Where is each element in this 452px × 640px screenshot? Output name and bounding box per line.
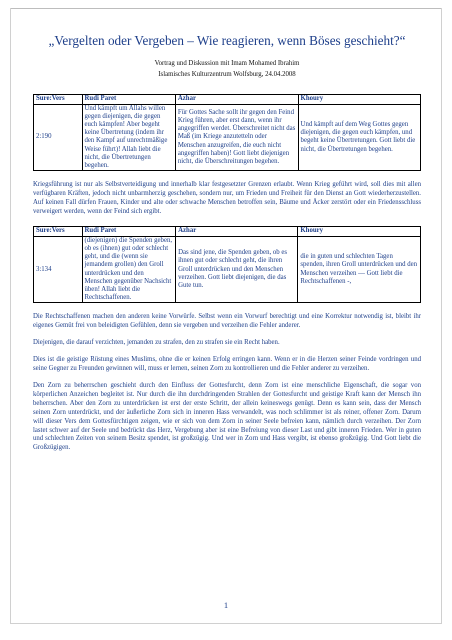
- header-khoury: Khoury: [298, 226, 421, 236]
- paragraph-5: Den Zorn zu beherrschen geschieht durch den Einfluss der Gottesfurcht, denn Zorn ist eine menschliche Eigenschaft, die sogar von körperlichen Anzeichen begleitet ist. Nur durch die ihn durchdringenden Strahlen der Gottesfurcht und geistige Kraft kann der Mensch ihn beherrschen. Aber den Zorn zu unterdrücken ist erst der erste Schritt, der allein keineswegs genügt. Denn es kann sein, dass der Mensch seinen Zorn unterdrückt, und der äußerliche Zorn sich in inneren Hass verwandelt, was noch schlimmer ist als reiner, offener Zorn. Darum will dieser Vers dem Gottesfürchtigen zeigen, wie er sich von dem Zorn in seiner Seele befreien kann, nämlich durch verzeihen. Der Zorn lastet schwer auf der Seele und bedrückt das Herz, Vergebung aber ist eine Befreiung von dieser Last und gibt inneren Frieden. Wer in guten und schlechten Zeiten von seinem Besitz spendet, ist großzügig. Und wer in Zorn und Hass vergibt, ist ebenso großzügig. Und Gott liebt die Großzügigen.: [33, 382, 421, 452]
- table-header-row: [34, 94, 421, 104]
- paragraph-2: Die Rechtschaffenen machen den anderen keine Vorwürfe. Selbst wenn ein Vorwurf berechtigt und eine Korrektur notwendig ist, bleibt ihr eigenes Gemüt frei von beleidigten Gefühlen, denn sie vergeben und verzeihen die Fehler anderer.: [33, 313, 421, 330]
- translation-khoury: Und kämpft auf dem Weg Gottes gegen diejenigen, die gegen euch kämpfen, und begeht keine Übertretungen. Gott liebt die nicht, die Übertretungen begehen.: [298, 104, 420, 171]
- translation-azhar: Das sind jene, die Spenden geben, ob es ihnen gut oder schlecht geht, die ihren Groll unterdrücken und den Menschen verzeihen. Gott liebt diejenigen, die das Gute tun.: [176, 236, 298, 303]
- paragraph-3: Diejenigen, die darauf verzichten, jemanden zu strafen, den zu strafen sie ein Recht haben.: [33, 339, 280, 347]
- paragraph-1: Kriegsführung ist nur als Selbstverteidigung und innerhalb klar festgesetzter Grenzen erlaubt. Wenn Krieg geführt wird, soll dies mit allen verfügbaren Kräften, jedoch nicht unbarmherzig geschehen, sondern nur, um Frieden und Freiheit für den Dienst an Gott wiederherzustellen. Auf keinen Fall dürfen Frauen, Kinder und alte oder schwache Menschen betroffen sein, Bäume und Äcker zerstört oder ein Friedensschluss verweigert werden, wenn der Feind sich ergibt.: [33, 181, 421, 215]
- header-rudi-paret: Rudi Paret: [82, 226, 176, 236]
- header-azhar: Azhar: [175, 94, 298, 104]
- document-venue: Islamisches Kulturzentrum Wolfsburg, 24.04.2008: [158, 71, 296, 79]
- page-border-top: [10, 8, 442, 9]
- translation-azhar: Für Gottes Sache sollt ihr gegen den Feind Krieg führen, aber erst dann, wenn ihr angegriffen werdet. Überschreitet nicht das Maß (im Kriege anzutetteln oder Menschen anzugreifen, die euch nicht angegriffen haben)! Gott liebt diejenigen nicht, die Überschreitungen begehen.: [175, 104, 298, 171]
- header-khoury: Khoury: [298, 94, 420, 104]
- page-border-right: [441, 8, 442, 624]
- header-azhar: Azhar: [176, 226, 298, 236]
- table-header-row: [34, 226, 421, 236]
- table-row: [34, 104, 421, 171]
- page-border-bottom: [10, 623, 442, 624]
- document-subtitle: Vortrag und Diskussion mit Imam Mohamed Ibrahim: [154, 60, 300, 67]
- paragraph-4: Dies ist die geistige Rüstung eines Muslims, ohne die er keinen Erfolg erringen kann. Wenn er in die Herzen seiner Feinde vordringen und seine Gegner zu Freunden gewinnen will, muss er lernen, seinen Zorn zu kontrollieren und die Fehler anderer zu verzeihen.: [33, 356, 421, 373]
- page-content: [33, 33, 421, 453]
- verse-table-1: [33, 94, 421, 172]
- translation-paret: Und kämpft um Allahs willen gegen diejenigen, die gegen euch kämpfen! Aber begeht keine Übertretung (indem ihr den Kampf auf unrechtmäßige Weise führt)! Allah liebt die nicht, die Übertretungen begehen.: [82, 104, 175, 171]
- verse-table-2: [33, 226, 421, 304]
- header-sure-vers: Sure:Vers: [34, 94, 83, 104]
- page-number: 1: [223, 600, 229, 610]
- document-title: „Vergelten oder Vergeben – Wie reagieren, wenn Böses geschieht?“: [48, 33, 406, 48]
- verse-reference: 2:190: [34, 104, 83, 171]
- translation-paret: (diejenigen) die Spenden geben, ob es (ihnen) gut oder schlecht geht, und die (wenn sie jemandem grollen) den Groll unterdrücken und den Menschen gegenüber Nachsicht üben! Allah liebt die Rechtschaffenen.: [82, 236, 176, 303]
- table-row: [34, 236, 421, 303]
- translation-khoury: die in guten und schlechten Tagen spenden, ihren Groll unterdrücken und den Menschen verzeihen — Gott liebt die Rechtschaffenen -,: [298, 236, 421, 303]
- header-rudi-paret: Rudi Paret: [82, 94, 175, 104]
- header-sure-vers: Sure:Vers: [34, 226, 83, 236]
- page-border-left: [10, 8, 11, 624]
- verse-reference: 3:134: [34, 236, 83, 303]
